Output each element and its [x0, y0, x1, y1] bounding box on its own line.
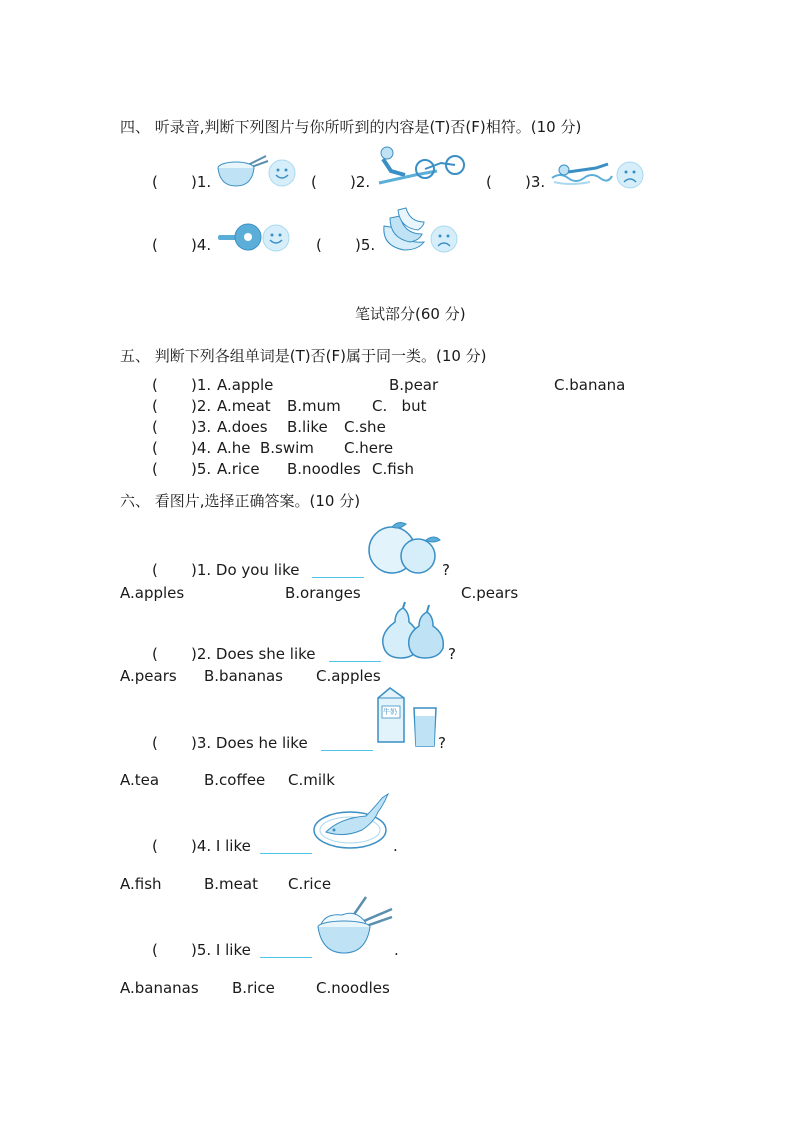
option-a: A.rice — [217, 460, 260, 478]
answer-paren-open: ( — [152, 418, 158, 436]
item-number: )2. — [191, 397, 212, 415]
question-end-mark: . — [394, 941, 399, 959]
option-c: C.pears — [461, 584, 519, 602]
option-c: C.here — [344, 439, 394, 457]
answer-paren-open: ( — [152, 561, 158, 579]
item-number: )1. — [191, 173, 212, 191]
option-a: A.meat — [217, 397, 271, 415]
answer-blank[interactable] — [260, 839, 312, 854]
option-c: C.fish — [372, 460, 415, 478]
written-part-title: 笔试部分(60 分) — [355, 305, 466, 323]
option-c: C.rice — [288, 875, 332, 893]
answer-paren-open: ( — [152, 173, 158, 191]
fish-plate-icon — [312, 790, 392, 852]
oranges-icon — [364, 520, 442, 576]
option-b: B.mum — [287, 397, 341, 415]
option-c: C.milk — [288, 771, 335, 789]
answer-paren-open: ( — [152, 236, 158, 254]
answer-paren-open: ( — [486, 173, 492, 191]
option-a: A.pears — [120, 667, 177, 685]
item-number: )5. — [355, 236, 376, 254]
option-b: B.coffee — [204, 771, 266, 789]
question-stem: )3. Does he like — [191, 734, 308, 752]
milk-icon — [374, 686, 438, 748]
option-a: A.tea — [120, 771, 160, 789]
rice-bowl-icon — [216, 150, 268, 190]
answer-paren-open: ( — [152, 837, 158, 855]
cyclist-icon — [375, 145, 467, 190]
smile-face-icon — [262, 224, 290, 252]
answer-paren-open: ( — [152, 439, 158, 457]
option-b: B.rice — [232, 979, 275, 997]
answer-paren-open: ( — [152, 397, 158, 415]
answer-paren-open: ( — [152, 376, 158, 394]
answer-paren-open: ( — [316, 236, 322, 254]
option-a: A.bananas — [120, 979, 199, 997]
option-b: B.bananas — [204, 667, 283, 685]
sad-face-icon — [430, 225, 458, 253]
option-a: A.apple — [217, 376, 274, 394]
answer-paren-open: ( — [152, 645, 158, 663]
item-number: )3. — [525, 173, 546, 191]
question-end-mark: . — [393, 837, 398, 855]
section5-heading: 五、 判断下列各组单词是(T)否(F)属于同一类。(10 分) — [120, 347, 487, 365]
item-number: )5. — [191, 460, 212, 478]
option-c: C.noodles — [316, 979, 390, 997]
section4-heading: 四、 听录音,判断下列图片与你所听到的内容是(T)否(F)相符。(10 分) — [120, 118, 582, 136]
option-a: A.he — [217, 439, 251, 457]
option-a: A.fish — [120, 875, 162, 893]
answer-blank[interactable] — [312, 563, 364, 578]
answer-paren-open: ( — [152, 941, 158, 959]
option-c: C.she — [344, 418, 386, 436]
option-b: B.oranges — [285, 584, 361, 602]
answer-blank[interactable] — [329, 647, 381, 662]
question-end-mark: ? — [442, 561, 450, 579]
question-stem: )5. I like — [191, 941, 251, 959]
bananas-icon — [378, 206, 428, 252]
question-end-mark: ? — [438, 734, 446, 752]
ping-pong-paddle-icon — [216, 222, 264, 252]
question-stem: )4. I like — [191, 837, 251, 855]
answer-paren-open: ( — [152, 734, 158, 752]
item-number: )1. — [191, 376, 212, 394]
answer-blank[interactable] — [260, 943, 312, 958]
option-b: B.noodles — [287, 460, 361, 478]
milk-carton-label: 牛奶 — [383, 708, 397, 716]
item-number: )3. — [191, 418, 212, 436]
question-stem: )2. Does she like — [191, 645, 316, 663]
pears-icon — [381, 602, 447, 660]
rice-bowl-icon — [314, 895, 394, 957]
answer-paren-open: ( — [152, 460, 158, 478]
answer-paren-open: ( — [311, 173, 317, 191]
option-b: B.meat — [204, 875, 258, 893]
option-b: B.swim — [260, 439, 314, 457]
item-number: )2. — [350, 173, 371, 191]
section6-heading: 六、 看图片,选择正确答案。(10 分) — [120, 492, 361, 510]
option-a: A.does — [217, 418, 268, 436]
option-c: C.banana — [554, 376, 626, 394]
option-a: A.apples — [120, 584, 185, 602]
option-c: C. but — [372, 397, 427, 415]
question-stem: )1. Do you like — [191, 561, 300, 579]
option-c: C.apples — [316, 667, 381, 685]
option-b: B.pear — [389, 376, 439, 394]
question-end-mark: ? — [448, 645, 456, 663]
swimmer-icon — [550, 158, 612, 188]
item-number: )4. — [191, 236, 212, 254]
option-b: B.like — [287, 418, 328, 436]
answer-blank[interactable] — [321, 736, 373, 751]
sad-face-icon — [616, 161, 644, 189]
item-number: )4. — [191, 439, 212, 457]
smile-face-icon — [268, 159, 296, 187]
